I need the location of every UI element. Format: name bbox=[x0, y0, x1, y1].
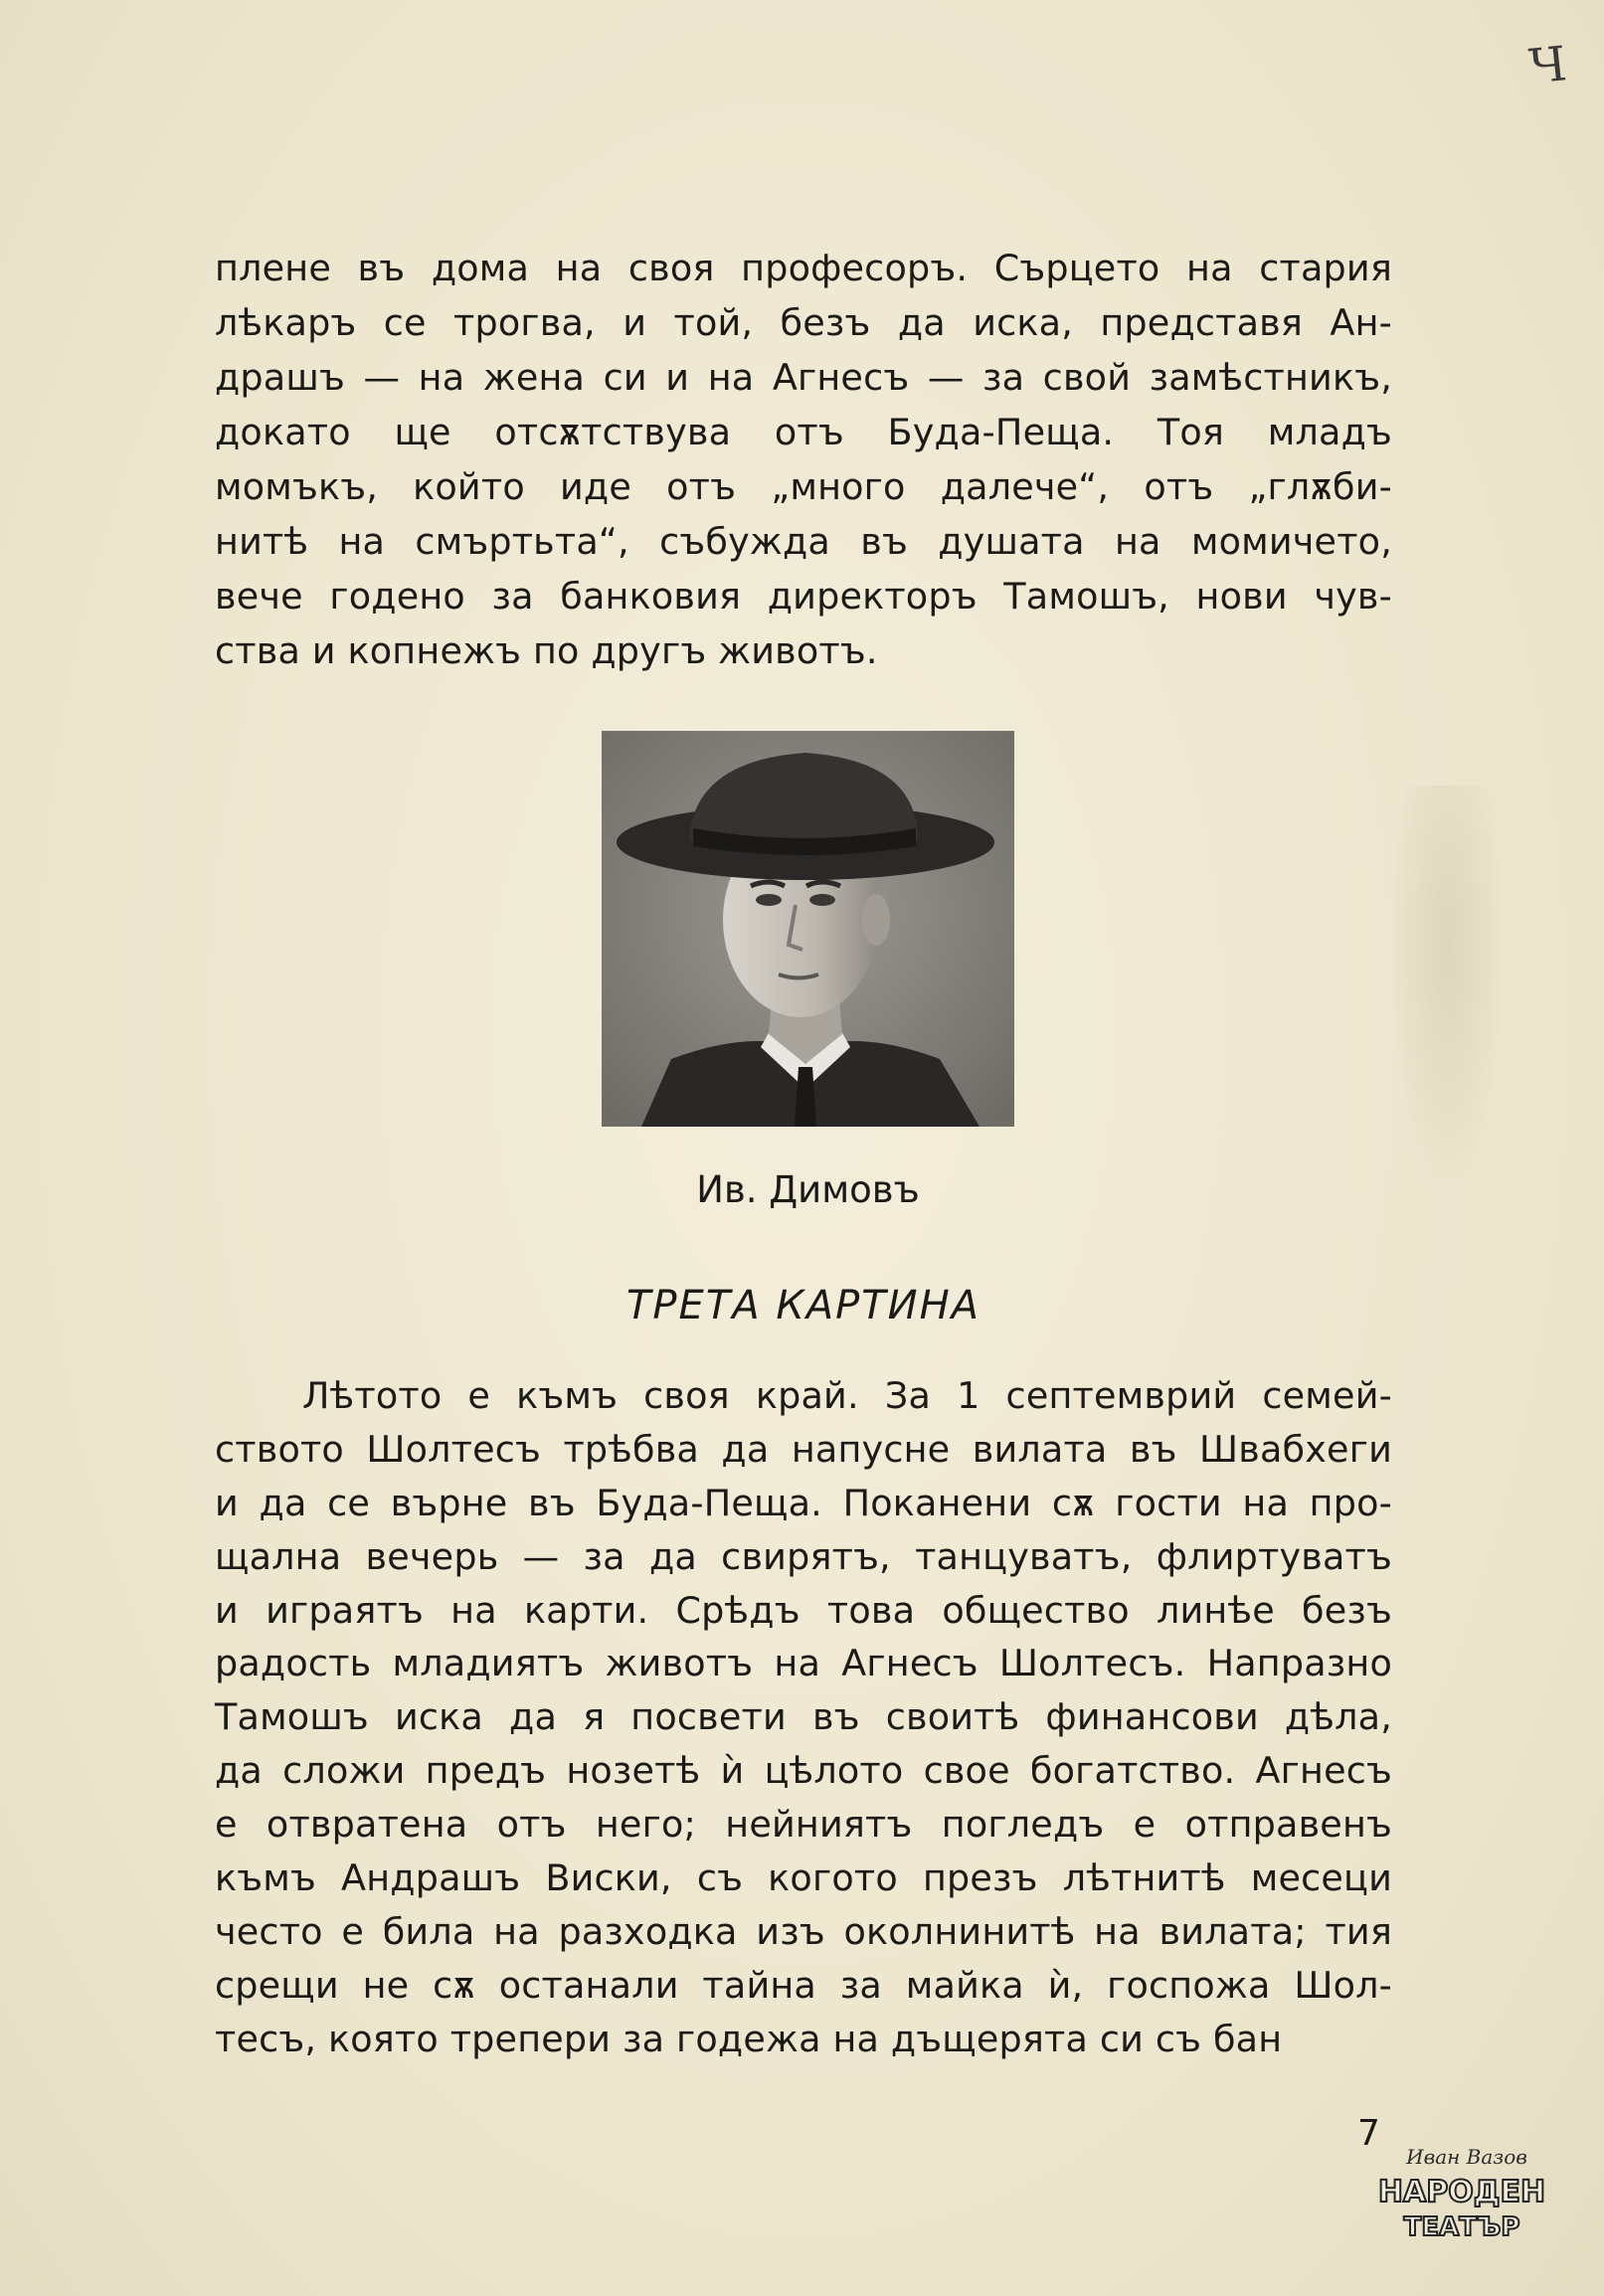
page-number: 7 bbox=[1357, 2113, 1380, 2154]
paragraph-1 bbox=[215, 241, 1392, 678]
text-line: момъкъ, който иде отъ „много далече“, отъ „глѫби- bbox=[215, 465, 1392, 508]
text-line: срещи не сѫ останали тайна за майка ѝ, госпожа Шол- bbox=[215, 1963, 1392, 2007]
logo-line2: ТЕАТЪР bbox=[1403, 2212, 1520, 2242]
paragraph-2 bbox=[215, 1369, 1392, 2066]
logo-line1: НАРОДЕН bbox=[1377, 2175, 1546, 2209]
text-line: често е била на разходка изъ околнинитѣ на вилата; тия bbox=[215, 1909, 1392, 1953]
text-line: драшъ — на жена си и на Агнесъ — за свой замѣстникъ, bbox=[215, 356, 1392, 399]
actor-portrait-photo bbox=[602, 731, 1014, 1127]
text-line: къмъ Андрашъ Виски, съ когото презъ лѣтнитѣ месеци bbox=[215, 1856, 1392, 1900]
paper-stain bbox=[1392, 786, 1502, 1183]
text-line: лѣкаръ се трогва, и той, безъ да иска, представя Ан- bbox=[215, 301, 1392, 344]
logo-script-text: Иван Вазов bbox=[1406, 2145, 1527, 2169]
text-line: плене въ дома на своя професоръ. Сърцето на стария bbox=[215, 247, 1392, 289]
text-line: радость младиятъ животъ на Агнесъ Шолтесъ. Напразно bbox=[215, 1642, 1392, 1685]
text-line: щална вечерь — за да свирятъ, танцуватъ, флиртуватъ bbox=[215, 1534, 1392, 1578]
text-line: тесъ, която трепери за годежа на дъщерята си съ бан bbox=[215, 2017, 1283, 2060]
text-line: ства и копнежъ по другъ животъ. bbox=[215, 629, 878, 672]
text-line: да сложи предъ нозетѣ ѝ цѣлото свое богатство. Агнесъ bbox=[215, 1749, 1392, 1793]
text-line: Лѣтото е къмъ своя край. За 1 септемврий семей- bbox=[302, 1374, 1392, 1417]
national-theatre-logo bbox=[1372, 2136, 1551, 2247]
text-line: и да се върне въ Буда-Пеща. Поканени сѫ гости на про- bbox=[215, 1481, 1392, 1524]
text-line: е отвратена отъ него; нейниятъ погледъ е отправенъ bbox=[215, 1803, 1392, 1847]
text-line: нитѣ на смъртьта“, събужда въ душата на момичето, bbox=[215, 520, 1392, 563]
corner-handwritten-mark: Ч bbox=[1526, 36, 1569, 95]
photo-caption: Ив. Димовъ bbox=[696, 1168, 920, 1211]
text-line: и играятъ на карти. Срѣдъ това общество линѣе безъ bbox=[215, 1588, 1392, 1632]
text-line: вече годено за банковия директоръ Тамошъ, нови чув- bbox=[215, 575, 1392, 618]
section-heading: ТРЕТА КАРТИНА bbox=[625, 1283, 981, 1328]
text-line: Тамошъ иска да я посвети въ своитѣ финансови дѣла, bbox=[215, 1695, 1392, 1739]
text-line: докато ще отсѫтствува отъ Буда-Пеща. Тоя младъ bbox=[215, 411, 1392, 453]
portrait-illustration bbox=[602, 731, 1014, 1127]
text-line: ството Шолтесъ трѣбва да напусне вилата въ Швабхеги bbox=[215, 1427, 1392, 1471]
